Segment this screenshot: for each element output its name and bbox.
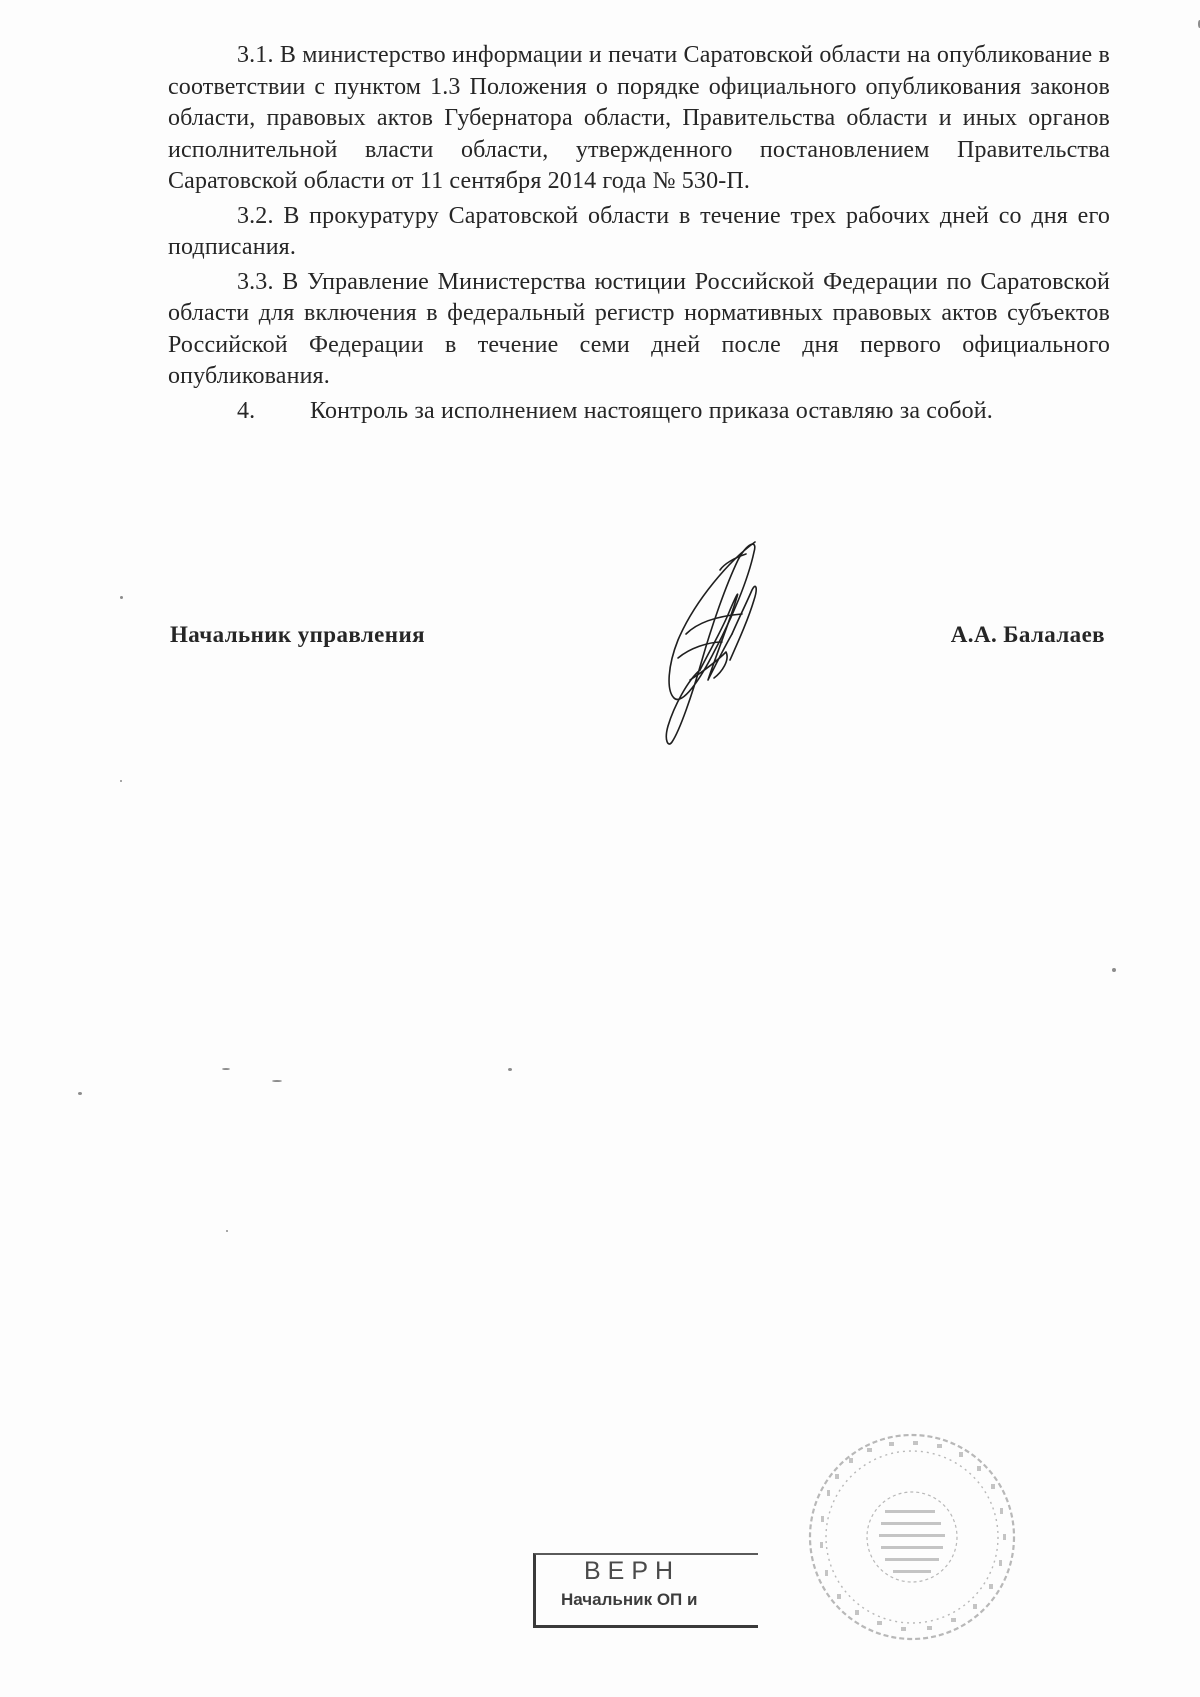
scan-speck [120, 780, 122, 782]
stamp-title: ВЕРН [584, 1557, 681, 1585]
scan-speck [222, 1068, 230, 1070]
paragraph-3-2: 3.2. В прокуратуру Саратовской области в течение трех рабочих дней со дня его подписания. [168, 202, 1110, 260]
official-seal [805, 1430, 1020, 1645]
certification-stamp [533, 1553, 758, 1628]
handwritten-signature [660, 530, 790, 750]
scan-speck [272, 1080, 282, 1082]
paragraph-4-text: Контроль за исполнением настоящего приказа оставляю за собой. [310, 397, 993, 424]
signatory-position: Начальник управления [170, 622, 425, 647]
scan-speck [226, 1230, 228, 1232]
paragraph-3-1: 3.1. В министерство информации и печати Саратовской области на опубликование в соответствии с пунктом 1.3 Положения о порядке официального опубликования законов области, правовых актов Губернатора области, Правительства области и иных органов исполнительной власти области, утвержденного постановлением Правительства Саратовской области от 11 сентября 2014 года № 530-П. [168, 42, 1110, 194]
paragraph-4 [168, 396, 1110, 428]
scan-speck [120, 596, 123, 599]
scan-speck [78, 1092, 82, 1095]
stamp-subtitle: Начальник ОП и [561, 1590, 698, 1609]
scan-speck [508, 1068, 512, 1071]
paragraph-4-number: 4. [237, 397, 256, 424]
paragraph-3-3: 3.3. В Управление Министерства юстиции Российской Федерации по Саратовской области для включения в федеральный регистр нормативных правовых актов субъектов Российской Федерации в течение семи дней после дня первого официального опубликования. [168, 268, 1110, 389]
scan-speck [1112, 968, 1116, 972]
signatory-name: А.А. Балалаев [950, 622, 1105, 647]
document-body [168, 40, 1110, 427]
signature-block [170, 622, 1105, 662]
